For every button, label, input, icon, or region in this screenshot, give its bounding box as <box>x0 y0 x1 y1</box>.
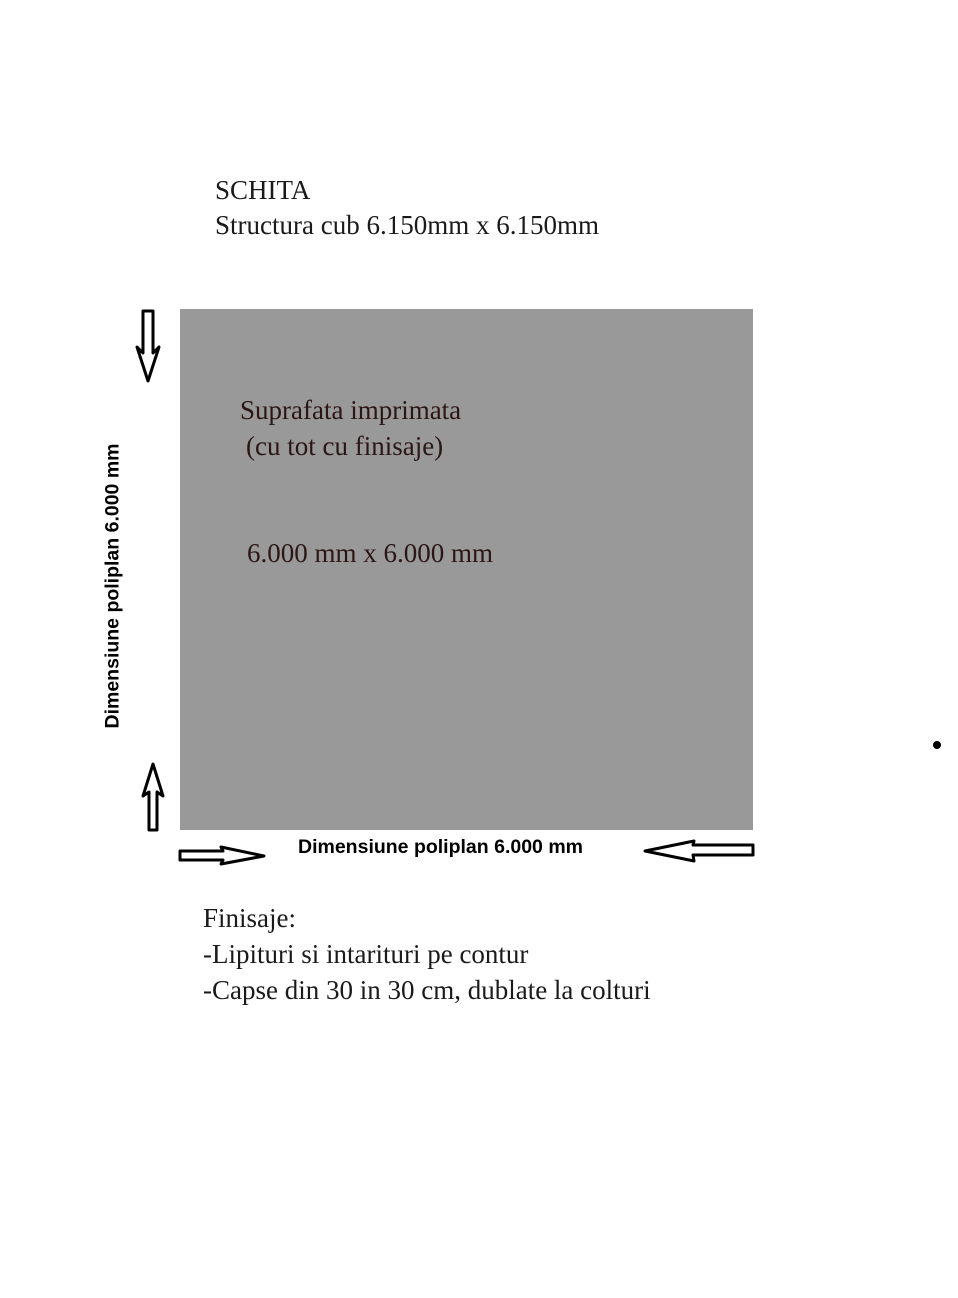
vertical-dimension-label: Dimensiune poliplan 6.000 mm <box>101 443 124 729</box>
panel-dimensions: 6.000 mm x 6.000 mm <box>247 538 494 568</box>
arrow-right-icon <box>178 845 268 867</box>
finish-item: -Capse din 30 in 30 cm, dublate la colturi <box>203 975 651 1005</box>
panel-line-2: (cu tot cu finisaje) <box>246 431 444 461</box>
arrow-down-icon <box>136 309 162 385</box>
arrow-up-icon <box>142 762 168 834</box>
structure-subtitle: Structura cub 6.150mm x 6.150mm <box>215 210 599 240</box>
stray-dot <box>933 741 941 749</box>
panel-line-1: Suprafata imprimata <box>240 395 462 425</box>
finish-item: -Lipituri si intarituri pe contur <box>203 939 529 969</box>
finishes-heading: Finisaje: <box>203 903 296 933</box>
printed-surface-panel <box>180 309 753 830</box>
sketch-title: SCHITA <box>215 175 311 205</box>
horizontal-dimension-label: Dimensiune poliplan 6.000 mm <box>298 836 583 858</box>
arrow-left-icon <box>643 839 755 863</box>
